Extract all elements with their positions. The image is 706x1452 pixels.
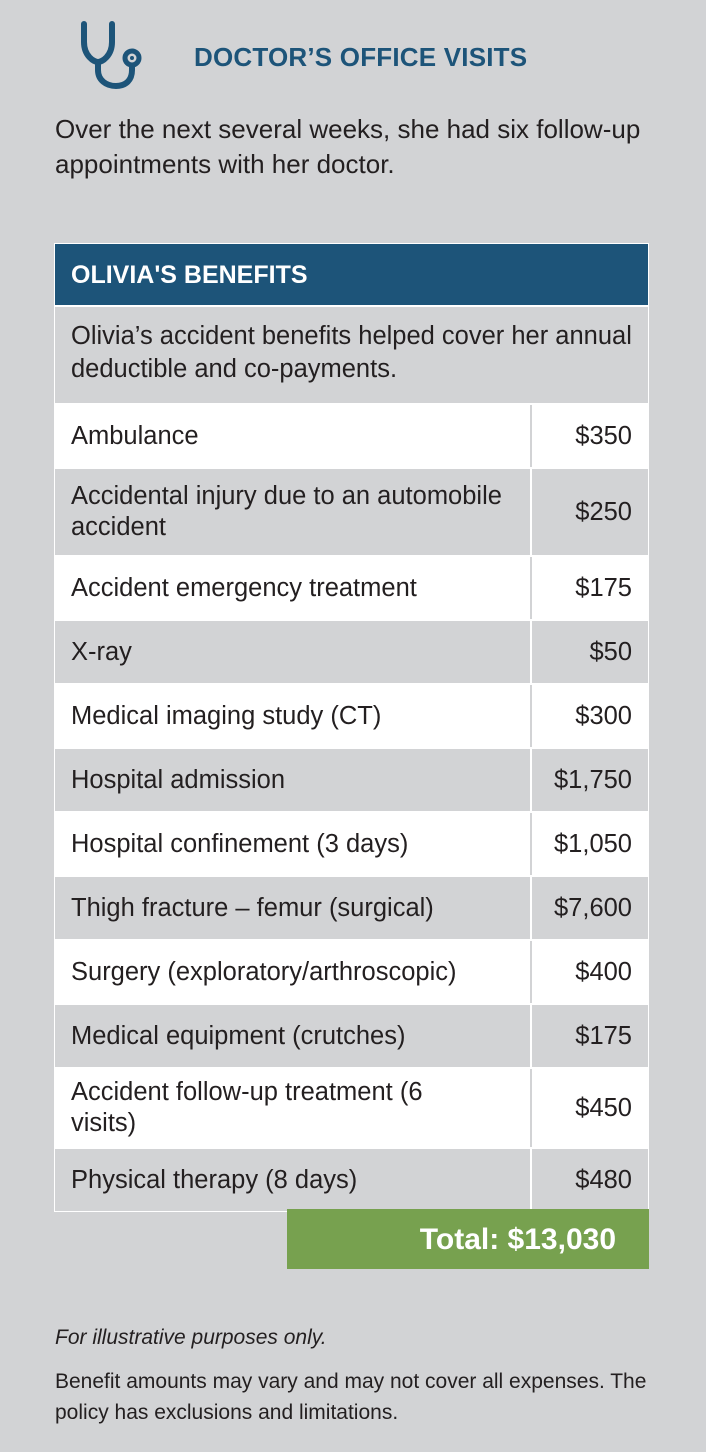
row-amount: $400 [530, 941, 648, 1003]
table-row [55, 811, 648, 875]
row-amount: $1,750 [530, 749, 648, 811]
table-row [55, 1003, 648, 1067]
row-amount: $300 [530, 685, 648, 747]
table-row [55, 1147, 648, 1211]
section-header [0, 0, 706, 110]
benefits-table-title: OLIVIA'S BENEFITS [55, 244, 648, 307]
table-row [55, 555, 648, 619]
row-label: Hospital confinement (3 days) [71, 829, 409, 858]
row-label: Surgery (exploratory/arthroscopic) [71, 957, 457, 986]
section-title: DOCTOR’S OFFICE VISITS [194, 42, 528, 72]
table-row [55, 403, 648, 467]
row-amount: $50 [530, 621, 648, 683]
benefits-description: Olivia’s accident benefits helped cover her annual deductible and co-payments. [55, 307, 648, 403]
row-label: Medical imaging study (CT) [71, 701, 382, 730]
table-row [55, 1067, 648, 1147]
row-amount: $175 [530, 557, 648, 619]
row-label: Accident follow-up treatment (6 visits) [71, 1078, 423, 1137]
benefits-table [54, 243, 649, 1212]
row-label: Thigh fracture – femur (surgical) [71, 893, 434, 922]
table-row [55, 875, 648, 939]
table-row [55, 619, 648, 683]
table-row [55, 467, 648, 555]
row-label: Accident emergency treatment [71, 573, 417, 602]
row-amount: $480 [530, 1149, 648, 1211]
table-row [55, 747, 648, 811]
row-amount: $1,050 [530, 813, 648, 875]
total-badge: Total: $13,030 [287, 1209, 649, 1269]
row-amount: $250 [530, 469, 648, 555]
row-label: Accidental injury due to an automobile accident [71, 482, 502, 541]
row-amount: $175 [530, 1005, 648, 1067]
table-row [55, 683, 648, 747]
row-amount: $450 [530, 1069, 648, 1147]
row-label: Hospital admission [71, 765, 286, 794]
illustrative-note: For illustrative purposes only. [55, 1326, 327, 1349]
row-amount: $350 [530, 405, 648, 467]
intro-text: Over the next several weeks, she had six follow-up appointments with her doctor. [55, 114, 641, 179]
row-label: Physical therapy (8 days) [71, 1165, 358, 1194]
row-label: X-ray [71, 637, 132, 666]
row-label: Medical equipment (crutches) [71, 1021, 406, 1050]
row-amount: $7,600 [530, 877, 648, 939]
row-label: Ambulance [71, 421, 199, 450]
stethoscope-icon [76, 18, 150, 92]
disclaimer-note: Benefit amounts may vary and may not cover all expenses. The policy has exclusions and limitations. [55, 1370, 647, 1424]
table-row [55, 939, 648, 1003]
